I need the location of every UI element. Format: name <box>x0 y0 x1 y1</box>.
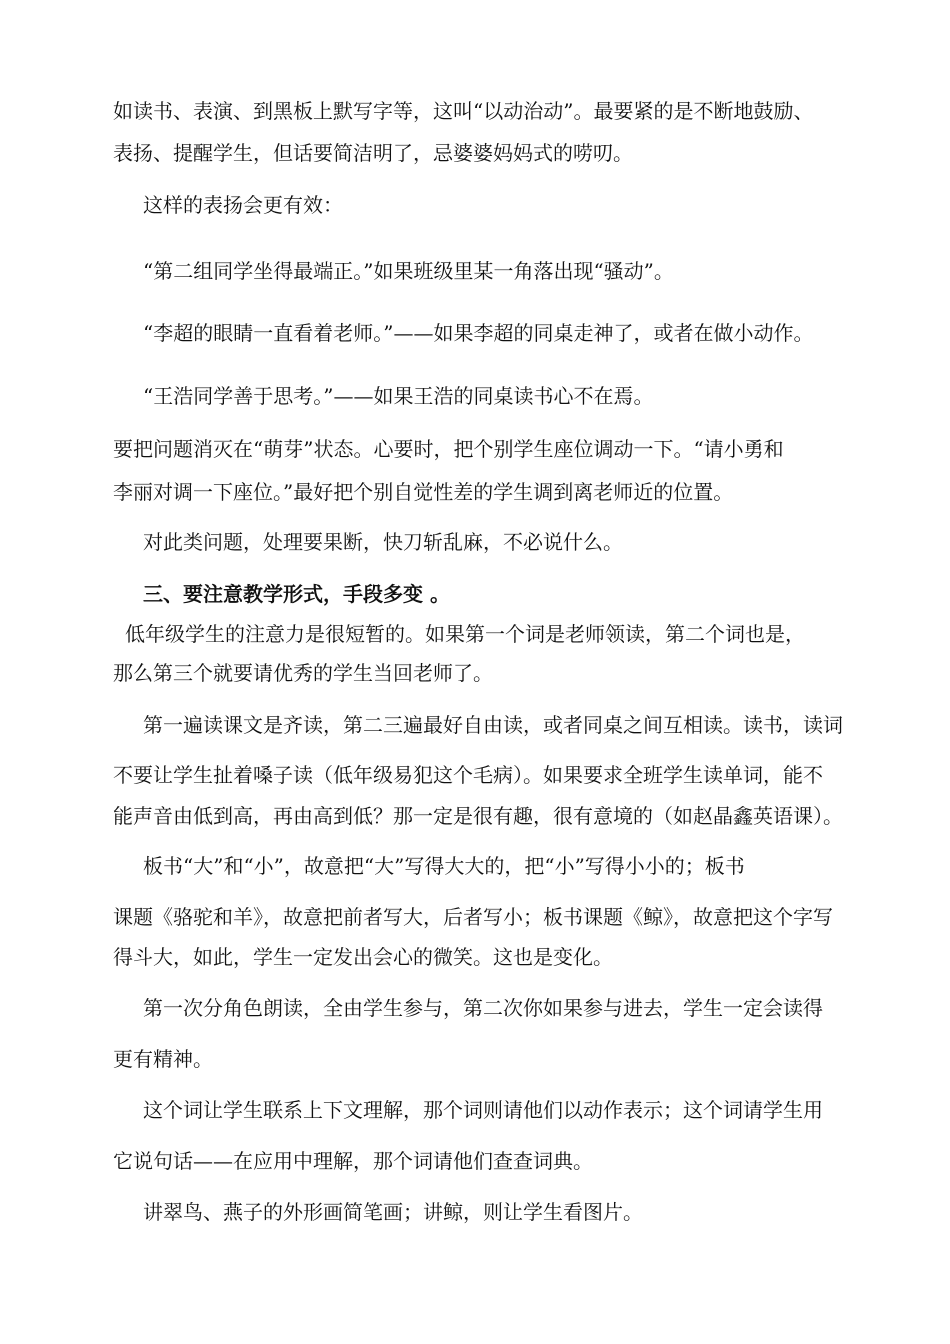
paragraph-line: 它说句话——在应用中理解，那个词请他们查查词典。 <box>113 1149 593 1173</box>
quote-line: “李超的眼睛一直看着老师。”——如果李超的同桌走神了，或者在做小动作。 <box>143 321 814 345</box>
paragraph-line: 李丽对调一下座位。”最好把个别自觉性差的学生调到离老师近的位置。 <box>113 480 734 504</box>
paragraph-line: 不要让学生扯着嗓子读（低年级易犯这个毛病）。如果要求全班学生读单词，能不 <box>113 763 823 787</box>
paragraph-line: 这个词让学生联系上下文理解，那个词则请他们以动作表示；这个词请学生用 <box>143 1098 823 1122</box>
paragraph-line: 第一次分角色朗读，全由学生参与，第二次你如果参与进去，学生一定会读得 <box>143 996 823 1020</box>
paragraph-line: 能声音由低到高，再由高到低？那一定是很有趣，很有意境的（如赵晶鑫英语课）。 <box>113 804 843 828</box>
paragraph-line: 如读书、表演、到黑板上默写字等，这叫“以动治动”。最要紧的是不断地鼓励、 <box>113 99 814 123</box>
paragraph-line: 表扬、提醒学生，但话要简洁明了，忌婆婆妈妈式的唠叨。 <box>113 141 633 165</box>
paragraph-line: 板书“大”和“小”，故意把“大”写得大大的，把“小”写得小小的；板书 <box>143 854 745 878</box>
paragraph-line: 这样的表扬会更有效： <box>143 193 343 217</box>
paragraph-line: 低年级学生的注意力是很短暂的。如果第一个词是老师领读，第二个词也是， <box>125 622 805 646</box>
section-heading: 三、要注意教学形式，手段多变 。 <box>143 582 450 606</box>
paragraph-line: 课题《骆驼和羊》，故意把前者写大，后者写小；板书课题《鲸》，故意把这个字写 <box>113 905 833 929</box>
paragraph-line: 更有精神。 <box>113 1047 213 1071</box>
quote-line: “第二组同学坐得最端正。”如果班级里某一角落出现“骚动”。 <box>143 259 674 283</box>
paragraph-line: 得斗大，如此，学生一定发出会心的微笑。这也是变化。 <box>113 945 613 969</box>
paragraph-line: 要把问题消灭在“萌芽”状态。心要时，把个别学生座位调动一下。“请小勇和 <box>113 437 784 461</box>
paragraph-line: 讲翠鸟、燕子的外形画简笔画；讲鲸，则让学生看图片。 <box>143 1200 643 1224</box>
paragraph-line: 那么第三个就要请优秀的学生当回老师了。 <box>113 661 493 685</box>
paragraph-line: 对此类问题，处理要果断，快刀斩乱麻，不必说什么。 <box>143 530 623 554</box>
quote-line: “王浩同学善于思考。”——如果王浩的同桌读书心不在焉。 <box>143 384 654 408</box>
paragraph-line: 第一遍读课文是齐读，第二三遍最好自由读，或者同桌之间互相读。读书，读词 <box>143 713 843 737</box>
